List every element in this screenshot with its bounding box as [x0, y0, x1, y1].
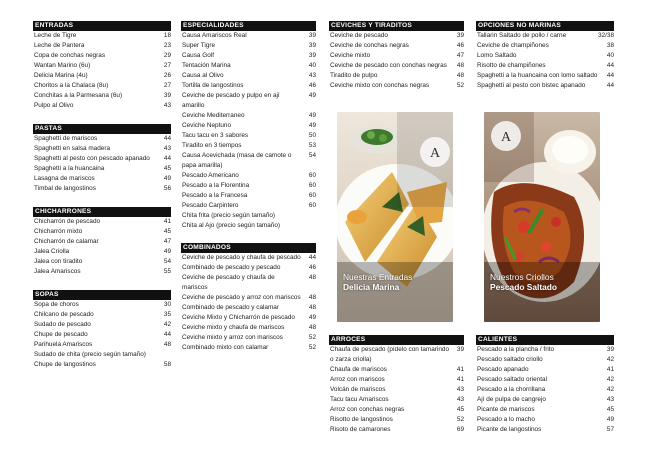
menu-item — [181, 41, 316, 51]
photo-right-caption — [490, 272, 557, 292]
section-header: ARROCES — [329, 335, 464, 345]
menu-item-price: 44 — [606, 62, 614, 69]
menu-item-price: 42 — [606, 376, 614, 383]
menu-item-price: 60 — [308, 182, 316, 189]
section-header: CALIENTES — [476, 335, 614, 345]
menu-item — [181, 191, 316, 201]
section-header: ENTRADAS — [33, 21, 171, 31]
menu-item-price: 39 — [606, 346, 614, 353]
menu-item-name: Ceviche Neptuno — [182, 122, 232, 129]
menu-item-name: Causa al Olivo — [182, 72, 224, 79]
menu-item-price: 60 — [308, 172, 316, 179]
menu-item-name: Combinado de pescado y calamar — [182, 304, 279, 311]
menu-item-name: Spaghetti al pesto con pescado apanado — [34, 155, 150, 162]
menu-item-name: Lomo Saltado — [477, 52, 517, 59]
section-opciones-no-marinas — [476, 21, 614, 91]
section-entradas — [33, 21, 171, 111]
menu-item-name: Causa Amariscos Real — [182, 32, 247, 39]
menu-item-price: 41 — [606, 366, 614, 373]
menu-item-price: 44 — [308, 254, 316, 261]
menu-item — [33, 81, 171, 91]
menu-item — [33, 174, 171, 184]
menu-item-price: 44 — [163, 135, 171, 142]
menu-item-price: 47 — [163, 238, 171, 245]
menu-item-price: 43 — [308, 72, 316, 79]
menu-item-name: Ceviche de pescado y pulpo en ají amarillo — [182, 92, 280, 109]
menu-item-price: 48 — [308, 324, 316, 331]
menu-item-name: Jalea Criolla — [34, 248, 70, 255]
menu-item-name: Tacu tacu Amariscos — [330, 396, 389, 403]
menu-item-name: Pescado a la plancha / frito — [477, 346, 555, 353]
menu-item — [181, 323, 316, 333]
menu-item-price: 49 — [308, 122, 316, 129]
menu-item-price: 41 — [163, 218, 171, 225]
menu-item-name: Ceviche de champiñones — [477, 42, 549, 49]
menu-item-name: Jalea con tiradito — [34, 258, 83, 265]
photo-right-line1: Nuestros Criollos — [490, 272, 554, 282]
menu-item — [181, 253, 316, 263]
menu-item-price: 60 — [308, 192, 316, 199]
menu-item — [33, 237, 171, 247]
menu-item — [476, 375, 614, 385]
menu-item-name: Spaghetti a la huancaina con lomo saltado — [477, 72, 598, 79]
menu-item-name: Ceviche de pescado con conchas negras — [330, 62, 447, 69]
menu-item — [33, 340, 171, 350]
menu-item-price: 53 — [308, 142, 316, 149]
menu-item-price: 49 — [163, 248, 171, 255]
menu-item-name: Chaufa de mariscos — [330, 366, 387, 373]
menu-item — [33, 360, 171, 370]
menu-item — [33, 61, 171, 71]
menu-item-price: 43 — [606, 396, 614, 403]
menu-item-price: 43 — [163, 145, 171, 152]
menu-item-name: Arroz con conchas negras — [330, 406, 405, 413]
menu-item — [476, 365, 614, 375]
menu-item — [181, 91, 316, 111]
menu-item-name: Tiradito de pulpo — [330, 72, 378, 79]
menu-item — [181, 141, 316, 151]
menu-item-name: Ceviche mixto y arroz con mariscos — [182, 334, 283, 341]
section-pastas — [33, 124, 171, 194]
menu-item-price: 42 — [606, 356, 614, 363]
menu-item — [181, 293, 316, 303]
photo-right-line2: Pescado Saltado — [490, 282, 558, 292]
menu-item-price: 50 — [308, 132, 316, 139]
section-header: ESPECIALIDADES — [181, 21, 316, 31]
section-ceviches — [329, 21, 464, 91]
menu-item-price: 39 — [163, 92, 171, 99]
menu-item-name: Ceviche mixto con conchas negras — [330, 82, 430, 89]
menu-item — [476, 51, 614, 61]
menu-item-price: 44 — [163, 155, 171, 162]
menu-item — [329, 395, 464, 405]
menu-item — [33, 41, 171, 51]
menu-item-name: Chaufa de pescado (pídelo con tamarindo o zarza criolla) — [330, 346, 450, 363]
menu-item-price: 49 — [308, 112, 316, 119]
column-3 — [329, 21, 464, 96]
menu-item-price: 48 — [456, 72, 464, 79]
menu-item-name: Pescado Carpintero — [182, 202, 239, 209]
menu-item-name: Pulpo al Olivo — [34, 102, 74, 109]
menu-item — [329, 415, 464, 425]
menu-item-name: Choritos a la Chalaca (8u) — [34, 82, 109, 89]
menu-item-name: Risotto de champiñones — [477, 62, 546, 69]
section-combinados — [181, 243, 316, 353]
menu-item-name: Super Tigre — [182, 42, 216, 49]
menu-item — [33, 101, 171, 111]
menu-item — [181, 131, 316, 141]
section-header: PASTAS — [33, 124, 171, 134]
menu-item — [181, 31, 316, 41]
menu-item-price — [306, 221, 316, 231]
section-calientes — [476, 335, 614, 435]
menu-item-name: Risotto de langostinos — [330, 416, 393, 423]
menu-item-name: Leche de Pantera — [34, 42, 85, 49]
menu-item — [329, 61, 464, 71]
menu-item-price: 38 — [606, 42, 614, 49]
menu-item-price: 44 — [163, 331, 171, 338]
menu-item-name: Chupe de langostinos — [34, 361, 96, 368]
menu-item — [181, 181, 316, 191]
menu-item — [181, 211, 316, 221]
menu-item-price: 46 — [308, 264, 316, 271]
menu-item — [33, 31, 171, 41]
menu-item — [329, 365, 464, 375]
menu-item-price: 49 — [308, 314, 316, 321]
menu-item-price — [161, 350, 171, 360]
menu-item-price: 48 — [308, 304, 316, 311]
menu-item — [181, 71, 316, 81]
menu-item-price: 40 — [308, 62, 316, 69]
menu-item-name: Pescado saltado oriental — [477, 376, 547, 383]
photo-left-line2: Delicia Marina — [343, 282, 400, 292]
menu-item-name: Pescado a la Francesa — [182, 192, 248, 199]
menu-item — [181, 313, 316, 323]
menu-item-price: 52 — [308, 334, 316, 341]
menu-item-name: Spaghetti al pesto con bistec apanado — [477, 82, 586, 89]
menu-item — [476, 405, 614, 415]
menu-item — [476, 355, 614, 365]
menu-item — [476, 81, 614, 91]
menu-item — [329, 51, 464, 61]
menu-item-price: 47 — [456, 52, 464, 59]
menu-item-name: Causa Acevichada (masa de camote o papa amarilla) — [182, 152, 292, 169]
menu-item-price: 39 — [456, 346, 464, 353]
section-arroces — [329, 335, 464, 435]
menu-item-name: Sudado de pescado — [34, 321, 91, 328]
section-header: OPCIONES NO MARINAS — [476, 21, 614, 31]
menu-item-name: Pescado apanado — [477, 366, 529, 373]
section-header: CEVICHES Y TIRADITOS — [329, 21, 464, 31]
section-header: COMBINADOS — [181, 243, 316, 253]
menu-item-price: 60 — [308, 202, 316, 209]
menu-item-price: 41 — [456, 366, 464, 373]
menu-item-price — [306, 211, 316, 221]
menu-item-name: Timbal de langostinos — [34, 185, 96, 192]
menu-item — [476, 385, 614, 395]
menu-item — [329, 31, 464, 41]
menu-item — [476, 415, 614, 425]
menu-item-price: 56 — [163, 185, 171, 192]
menu-item-name: Pescado a lo macho — [477, 416, 535, 423]
menu-item-price: 32/38 — [598, 32, 614, 39]
menu-item-price: 43 — [456, 396, 464, 403]
menu-item — [33, 257, 171, 267]
menu-item — [33, 134, 171, 144]
svg-text:A: A — [429, 146, 441, 161]
menu-item-price: 39 — [308, 42, 316, 49]
menu-item-name: Sudado de chita (precio según tamaño) — [34, 351, 146, 358]
menu-item-name: Risoto de camarones — [330, 426, 391, 433]
menu-item-name: Tacu tacu en 3 sabores — [182, 132, 249, 139]
menu-item-price: 49 — [308, 92, 316, 99]
column-1 — [33, 21, 171, 375]
section-chicharrones — [33, 207, 171, 277]
menu-item-name: Copa de conchas negras — [34, 52, 106, 59]
menu-item-name: Ceviche de pescado y arroz con mariscos — [182, 294, 301, 301]
column-2 — [181, 21, 316, 358]
menu-item-price: 27 — [163, 62, 171, 69]
menu-item — [33, 217, 171, 227]
menu-item-name: Tallarin Saltado de pollo / carne — [477, 32, 567, 39]
menu-item-name: Chicharrón mixto — [34, 228, 83, 235]
menu-item-name: Ceviche de pescado — [330, 32, 388, 39]
menu-item — [181, 221, 316, 231]
menu-item — [329, 425, 464, 435]
menu-item — [329, 41, 464, 51]
menu-item-price: 52 — [456, 416, 464, 423]
menu-item-name: Sopa de choros — [34, 301, 79, 308]
menu-item-price: 45 — [456, 406, 464, 413]
column-4 — [476, 21, 614, 96]
menu-item — [181, 263, 316, 273]
menu-item — [181, 333, 316, 343]
menu-item-name: Ceviche de conchas negras — [330, 42, 409, 49]
menu-item-price: 39 — [456, 32, 464, 39]
menu-item-price: 52 — [456, 82, 464, 89]
svg-text:A: A — [500, 130, 512, 145]
menu-item-name: Ceviche Mixto y Chicharrón de pescado — [182, 314, 295, 321]
menu-item — [181, 273, 316, 293]
menu-item-name: Tiradito en 3 tiempos — [182, 142, 242, 149]
menu-item — [329, 81, 464, 91]
menu-item-name: Lasagna de mariscos — [34, 175, 95, 182]
photo-left-line1: Nuestras Entradas — [343, 272, 413, 282]
menu-item-name: Causa Golf — [182, 52, 214, 59]
menu-item-price: 57 — [606, 426, 614, 433]
section-especialidades — [181, 21, 316, 231]
menu-item — [329, 71, 464, 81]
menu-item — [181, 343, 316, 353]
menu-item-name: Volcán de mariscos — [330, 386, 386, 393]
menu-item-name: Tentación Marina — [182, 62, 231, 69]
menu-item-name: Spaghetti a la huancaina — [34, 165, 105, 172]
menu-item-price: 27 — [163, 82, 171, 89]
menu-item — [181, 201, 316, 211]
menu-item-price: 54 — [163, 258, 171, 265]
menu-item — [33, 144, 171, 154]
menu-item-name: Spaghetti en salsa madera — [34, 145, 111, 152]
menu-item — [181, 171, 316, 181]
menu-item-price: 44 — [606, 72, 614, 79]
section-sopas — [33, 290, 171, 370]
photo-delicia-marina — [337, 112, 453, 322]
menu-item — [181, 121, 316, 131]
section-header: CHICHARRONES — [33, 207, 171, 217]
menu-item — [476, 41, 614, 51]
menu-item-price: 54 — [308, 152, 316, 159]
menu-item-name: Ceviche de pescado y chaufa de pescado — [182, 254, 301, 261]
menu-item-price: 48 — [308, 274, 316, 281]
section-header: SOPAS — [33, 290, 171, 300]
menu-item-price: 46 — [456, 42, 464, 49]
menu-item-name: Parihuela Amariscos — [34, 341, 93, 348]
menu-item-price: 18 — [163, 32, 171, 39]
menu-item-name: Ceviche de pescado y chaufa de mariscos — [182, 274, 275, 291]
menu-item-price: 69 — [456, 426, 464, 433]
photo-left-caption — [343, 272, 412, 292]
menu-item-name: Combinado de pescado y pescado — [182, 264, 281, 271]
menu-item-price: 39 — [308, 32, 316, 39]
menu-item — [33, 300, 171, 310]
menu-item-name: Chilcano de pescado — [34, 311, 94, 318]
menu-item-price: 26 — [163, 72, 171, 79]
menu-item-price: 35 — [163, 311, 171, 318]
menu-item-name: Tortilla de langostinos — [182, 82, 244, 89]
menu-item-price: 58 — [163, 361, 171, 368]
menu-item — [33, 267, 171, 277]
menu-item — [33, 310, 171, 320]
menu-item-name: Chita al Ajo (precio según tamaño) — [182, 222, 281, 229]
menu-item — [33, 71, 171, 81]
menu-item — [181, 303, 316, 313]
menu-item — [476, 31, 614, 41]
menu-item — [181, 111, 316, 121]
menu-item — [33, 320, 171, 330]
menu-item-name: Chicharrón de calamar — [34, 238, 99, 245]
menu-item-name: Ceviche mixto — [330, 52, 371, 59]
menu-item — [181, 51, 316, 61]
menu-item — [476, 71, 614, 81]
menu-item-name: Jalea Amariscos — [34, 268, 81, 275]
menu-item-price: 55 — [163, 268, 171, 275]
menu-item-price: 40 — [606, 52, 614, 59]
menu-item — [33, 330, 171, 340]
menu-item-name: Chupe de pescado — [34, 331, 88, 338]
column-4-bottom — [476, 335, 614, 440]
menu-item-name: Combinado mixto con calamar — [182, 344, 269, 351]
menu-item-price: 44 — [606, 82, 614, 89]
menu-item — [181, 61, 316, 71]
menu-item — [329, 405, 464, 415]
menu-item-price: 43 — [456, 386, 464, 393]
menu-item — [181, 151, 316, 171]
menu-item — [33, 154, 171, 164]
menu-item-name: Leche de Tigre — [34, 32, 77, 39]
menu-item-name: Chicharrón de pescado — [34, 218, 101, 225]
menu-item-name: Pescado Americano — [182, 172, 239, 179]
menu-item-price: 48 — [456, 62, 464, 69]
menu-item-price: 52 — [308, 344, 316, 351]
menu-item-price: 49 — [606, 416, 614, 423]
menu-item-price: 41 — [456, 376, 464, 383]
menu-item — [181, 81, 316, 91]
menu-item-name: Delicia Marina (4u) — [34, 72, 88, 79]
menu-item — [329, 385, 464, 395]
menu-item-price: 48 — [308, 294, 316, 301]
menu-item-price: 23 — [163, 42, 171, 49]
menu-item — [33, 91, 171, 101]
menu-item-name: Conchitas a la Parmesana (6u) — [34, 92, 123, 99]
menu-item-price: 39 — [308, 52, 316, 59]
menu-item-name: Ají de pulpa de cangrejo — [477, 396, 546, 403]
menu-item — [33, 227, 171, 237]
menu-item — [33, 184, 171, 194]
menu-item — [33, 51, 171, 61]
menu-item-name: Ceviche mixto y chaufa de mariscos — [182, 324, 285, 331]
menu-item-price: 30 — [163, 301, 171, 308]
photo-pescado-saltado — [484, 112, 600, 322]
menu-item — [329, 375, 464, 385]
menu-item-name: Pescado a la Florentina — [182, 182, 250, 189]
menu-item-name: Spaghetti de mariscos — [34, 135, 98, 142]
menu-item-price: 46 — [308, 82, 316, 89]
menu-item — [33, 247, 171, 257]
menu-item — [476, 345, 614, 355]
menu-item-price: 45 — [606, 406, 614, 413]
menu-item-name: Picante de mariscos — [477, 406, 535, 413]
menu-item-price: 43 — [163, 102, 171, 109]
menu-item-name: Chita frita (precio según tamaño) — [182, 212, 276, 219]
menu-item-price: 48 — [163, 341, 171, 348]
menu-item-name: Wantan Marino (6u) — [34, 62, 91, 69]
menu-item-name: Arroz con mariscos — [330, 376, 385, 383]
menu-item-name: Pescado a la chorrillana — [477, 386, 546, 393]
menu-item — [329, 345, 464, 365]
menu-item — [476, 61, 614, 71]
column-3-bottom — [329, 335, 464, 440]
menu-item — [476, 395, 614, 405]
menu-item — [476, 425, 614, 435]
menu-item — [33, 350, 171, 360]
menu-item-price: 42 — [606, 386, 614, 393]
menu-item-price: 45 — [163, 165, 171, 172]
menu-item — [33, 164, 171, 174]
menu-item-name: Ceviche Mediterraneo — [182, 112, 245, 119]
menu-item-price: 49 — [163, 175, 171, 182]
menu-item-name: Pescado saltado criollo — [477, 356, 543, 363]
menu-item-price: 29 — [163, 52, 171, 59]
menu-item-price: 45 — [163, 228, 171, 235]
menu-item-price: 42 — [163, 321, 171, 328]
menu-item-name: Picante de langostinos — [477, 426, 542, 433]
